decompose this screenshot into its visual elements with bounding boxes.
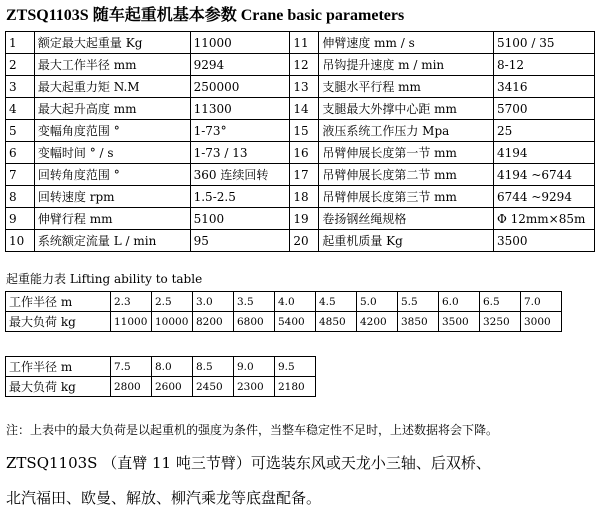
- parameter-row: [6, 142, 595, 164]
- load-value: 10000: [152, 312, 193, 332]
- row-number: 8: [6, 186, 35, 208]
- radius-value: 8.0: [152, 357, 193, 377]
- row-number: 15: [290, 120, 319, 142]
- radius-value: 9.5: [275, 357, 316, 377]
- load-value: 4200: [357, 312, 398, 332]
- parameter-row: [6, 54, 595, 76]
- parameter-name: 吊臂伸展长度第二节 mm: [319, 164, 494, 186]
- radius-row: [6, 292, 562, 312]
- load-value: 3000: [521, 312, 562, 332]
- radius-value: 8.5: [193, 357, 234, 377]
- load-value: 2450: [193, 377, 234, 397]
- lifting-table-1: [5, 291, 562, 332]
- parameter-row: [6, 186, 595, 208]
- parameter-value: 6744 ~9294: [494, 186, 595, 208]
- parameter-name: 伸臂速度 mm / s: [319, 32, 494, 54]
- parameter-name: 吊钩提升速度 m / min: [319, 54, 494, 76]
- radius-value: 9.0: [234, 357, 275, 377]
- parameter-name: 变幅角度范围 °: [34, 120, 190, 142]
- load-value: 8200: [193, 312, 234, 332]
- radius-value: 7.0: [521, 292, 562, 312]
- load-value: 11000: [111, 312, 152, 332]
- parameter-value: 11300: [190, 98, 290, 120]
- parameter-name: 回转角度范围 °: [34, 164, 190, 186]
- radius-value: 2.3: [111, 292, 152, 312]
- radius-value: 3.5: [234, 292, 275, 312]
- radius-value: 5.0: [357, 292, 398, 312]
- parameter-name: 起重机质量 Kg: [319, 230, 494, 252]
- lifting-ability-label: 起重能力表 Lifting ability to table: [6, 272, 203, 286]
- parameter-name: 变幅时间 ° / s: [34, 142, 190, 164]
- load-header: 最大负荷 kg: [6, 312, 111, 332]
- load-value: 2800: [111, 377, 152, 397]
- parameter-value: 3416: [494, 76, 595, 98]
- page-title: ZTSQ1103S 随车起重机基本参数 Crane basic parameters: [6, 7, 405, 24]
- parameter-name: 支腿水平行程 mm: [319, 76, 494, 98]
- lifting-table-2: [5, 356, 316, 397]
- parameter-name: 最大起重力矩 N.M: [34, 76, 190, 98]
- radius-value: 7.5: [111, 357, 152, 377]
- parameter-row: [6, 208, 595, 230]
- parameter-value: 250000: [190, 76, 290, 98]
- load-value: 2600: [152, 377, 193, 397]
- parameter-row: [6, 120, 595, 142]
- load-value: 2300: [234, 377, 275, 397]
- parameter-value: 1-73 / 13: [190, 142, 290, 164]
- parameter-value: 4194: [494, 142, 595, 164]
- row-number: 14: [290, 98, 319, 120]
- load-value: 5400: [275, 312, 316, 332]
- radius-value: 5.5: [398, 292, 439, 312]
- radius-value: 6.5: [480, 292, 521, 312]
- parameter-value: 5100 / 35: [494, 32, 595, 54]
- parameter-value: 3500: [494, 230, 595, 252]
- row-number: 9: [6, 208, 35, 230]
- parameter-name: 卷扬钢丝绳规格: [319, 208, 494, 230]
- load-row: [6, 312, 562, 332]
- row-number: 16: [290, 142, 319, 164]
- parameter-name: 系统额定流量 L / min: [34, 230, 190, 252]
- parameter-value: 1-73°: [190, 120, 290, 142]
- parameter-row: [6, 164, 595, 186]
- row-number: 5: [6, 120, 35, 142]
- load-row: [6, 377, 316, 397]
- parameters-table: [5, 31, 595, 252]
- parameter-value: 5700: [494, 98, 595, 120]
- parameter-value: 11000: [190, 32, 290, 54]
- radius-value: 6.0: [439, 292, 480, 312]
- parameter-value: 9294: [190, 54, 290, 76]
- parameter-name: 吊臂伸展长度第一节 mm: [319, 142, 494, 164]
- parameter-name: 支腿最大外撑中心距 mm: [319, 98, 494, 120]
- parameter-row: [6, 32, 595, 54]
- radius-value: 4.5: [316, 292, 357, 312]
- parameter-row: [6, 98, 595, 120]
- parameter-value: 8-12: [494, 54, 595, 76]
- row-number: 13: [290, 76, 319, 98]
- radius-header: 工作半径 m: [6, 292, 111, 312]
- parameter-name: 最大起升高度 mm: [34, 98, 190, 120]
- radius-value: 3.0: [193, 292, 234, 312]
- load-value: 3500: [439, 312, 480, 332]
- description-line-1: ZTSQ1103S （直臂 11 吨三节臂）可选装东风或天龙小三轴、后双桥、: [6, 454, 491, 472]
- parameter-value: 5100: [190, 208, 290, 230]
- description-line-2: 北汽福田、欧曼、解放、柳汽乘龙等底盘配备。: [6, 489, 322, 507]
- row-number: 17: [290, 164, 319, 186]
- radius-value: 4.0: [275, 292, 316, 312]
- parameter-value: 360 连续回转: [190, 164, 290, 186]
- load-header: 最大负荷 kg: [6, 377, 111, 397]
- radius-row: [6, 357, 316, 377]
- row-number: 2: [6, 54, 35, 76]
- row-number: 3: [6, 76, 35, 98]
- row-number: 6: [6, 142, 35, 164]
- row-number: 10: [6, 230, 35, 252]
- parameter-name: 最大工作半径 mm: [34, 54, 190, 76]
- load-value: 3850: [398, 312, 439, 332]
- parameter-value: 1.5-2.5: [190, 186, 290, 208]
- row-number: 20: [290, 230, 319, 252]
- load-value: 6800: [234, 312, 275, 332]
- row-number: 12: [290, 54, 319, 76]
- load-value: 2180: [275, 377, 316, 397]
- row-number: 7: [6, 164, 35, 186]
- parameter-name: 液压系统工作压力 Mpa: [319, 120, 494, 142]
- row-number: 1: [6, 32, 35, 54]
- load-value: 4850: [316, 312, 357, 332]
- parameter-name: 额定最大起重量 Kg: [34, 32, 190, 54]
- load-value: 3250: [480, 312, 521, 332]
- row-number: 19: [290, 208, 319, 230]
- parameter-row: [6, 230, 595, 252]
- parameter-name: 回转速度 rpm: [34, 186, 190, 208]
- radius-header: 工作半径 m: [6, 357, 111, 377]
- parameter-name: 吊臂伸展长度第三节 mm: [319, 186, 494, 208]
- parameter-value: Φ 12mm×85m: [494, 208, 595, 230]
- parameter-value: 4194 ~6744: [494, 164, 595, 186]
- note-text: 注：上表中的最大负荷是以起重机的强度为条件，当整车稳定性不足时，上述数据将会下降。: [6, 423, 499, 437]
- parameter-name: 伸臂行程 mm: [34, 208, 190, 230]
- parameter-value: 25: [494, 120, 595, 142]
- radius-value: 2.5: [152, 292, 193, 312]
- parameter-row: [6, 76, 595, 98]
- row-number: 4: [6, 98, 35, 120]
- row-number: 11: [290, 32, 319, 54]
- parameter-value: 95: [190, 230, 290, 252]
- row-number: 18: [290, 186, 319, 208]
